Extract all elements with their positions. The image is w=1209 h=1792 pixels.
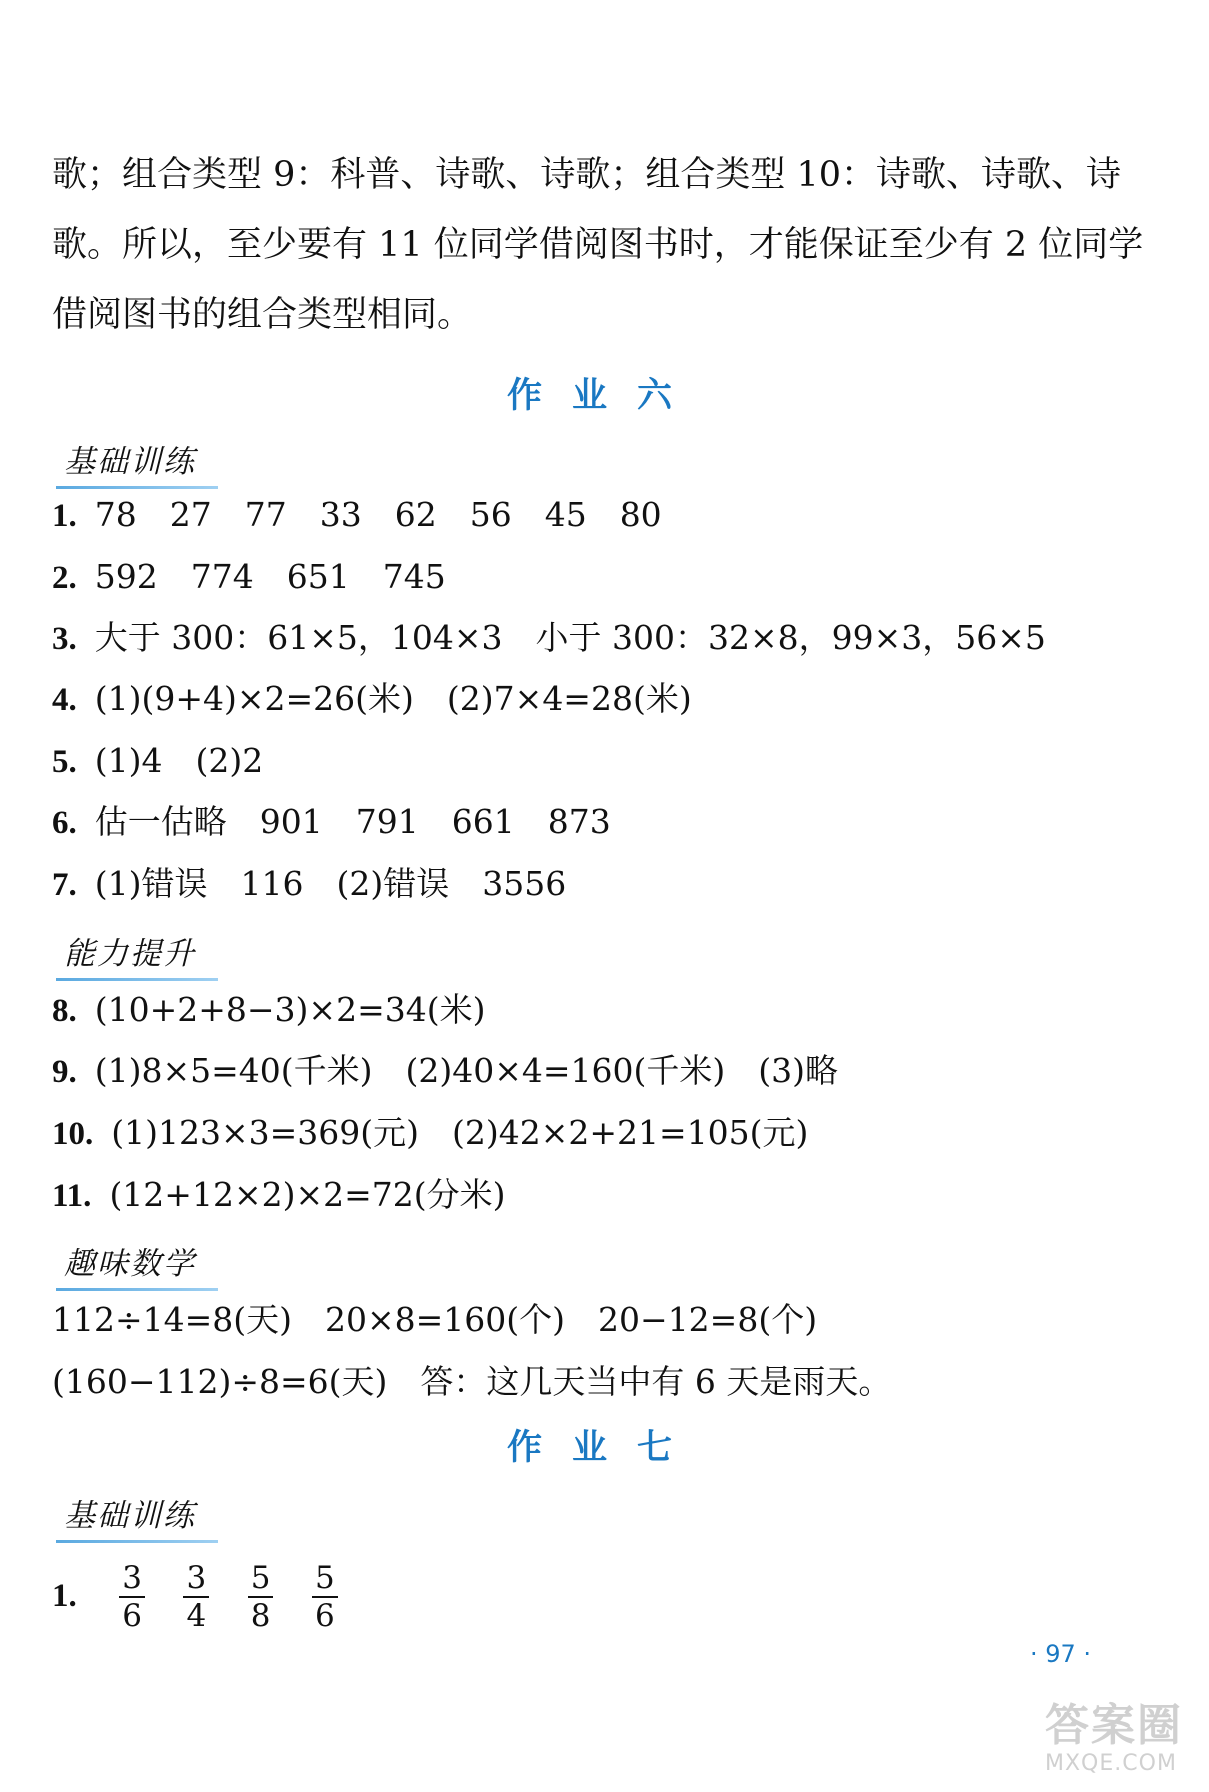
q-number: 2. bbox=[52, 560, 77, 596]
hw6-section-ability: 能力提升 bbox=[56, 928, 208, 977]
fraction bbox=[312, 1560, 338, 1634]
hw6-q2 bbox=[52, 557, 446, 598]
intro-line-2: 歌。所以，至少要有 11 位同学借阅图书时，才能保证至少有 2 位同学 bbox=[52, 225, 1144, 265]
numerator: 3 bbox=[183, 1560, 209, 1598]
q-number: 4. bbox=[52, 682, 77, 718]
answer-text: (1)8×5=40(千米) (2)40×4=160(千米) (3)略 bbox=[94, 1051, 839, 1090]
hw7-section-basic: 基础训练 bbox=[56, 1490, 208, 1539]
q-number: 3. bbox=[52, 621, 77, 657]
denominator: 6 bbox=[314, 1598, 335, 1634]
hw6-q5 bbox=[52, 741, 263, 782]
answer-text: 估一估略 901 791 661 873 bbox=[94, 802, 611, 841]
denominator: 6 bbox=[122, 1598, 142, 1634]
denominator: 4 bbox=[186, 1598, 207, 1634]
hw6-section-basic: 基础训练 bbox=[56, 436, 208, 485]
answer-text: (1)(9+4)×2=26(米) (2)7×4=28(米) bbox=[94, 679, 692, 718]
answer-text: 78 27 77 33 62 56 45 80 bbox=[94, 495, 662, 534]
hw6-q8 bbox=[52, 990, 485, 1031]
answer-text: (1)4 (2)2 bbox=[94, 741, 264, 780]
answer-text: (12+12×2)×2=72(分米) bbox=[109, 1175, 506, 1214]
q-number: 1. bbox=[52, 1578, 77, 1614]
answer-text: (10+2+8−3)×2=34(米) bbox=[94, 990, 486, 1029]
intro-line-3: 借阅图书的组合类型相同。 bbox=[52, 295, 473, 335]
hw7-q1 bbox=[52, 1555, 352, 1636]
hw6-q7 bbox=[52, 864, 566, 905]
q-number: 9. bbox=[52, 1054, 77, 1090]
q-number: 7. bbox=[52, 867, 77, 903]
intro-line-1: 歌；组合类型 9：科普、诗歌、诗歌；组合类型 10：诗歌、诗歌、诗 bbox=[52, 155, 1122, 195]
q-number: 6. bbox=[52, 805, 77, 841]
hw6-fun-line-1: 112÷14=8(天) 20×8=160(个) 20−12=8(个) bbox=[52, 1300, 818, 1339]
hw6-q3 bbox=[52, 618, 1046, 659]
answer-text: 592 774 651 745 bbox=[94, 557, 446, 596]
hw7-title: 作业七 bbox=[506, 1428, 702, 1468]
q-number: 1. bbox=[52, 498, 77, 534]
answer-text: 大于 300：61×5，104×3 小于 300：32×8，99×3，56×5 bbox=[94, 618, 1046, 657]
numerator: 5 bbox=[248, 1560, 274, 1598]
hw6-q9 bbox=[52, 1051, 838, 1092]
answer-text: (1)123×3=369(元) (2)42×2+21=105(元) bbox=[111, 1113, 809, 1152]
q-number: 8. bbox=[52, 993, 77, 1029]
hw6-q1 bbox=[52, 495, 662, 536]
numerator: 5 bbox=[312, 1560, 338, 1598]
fraction bbox=[183, 1560, 209, 1634]
hw6-q10 bbox=[52, 1113, 808, 1154]
denominator: 8 bbox=[250, 1598, 271, 1634]
q-number: 11. bbox=[52, 1178, 92, 1214]
numerator: 3 bbox=[119, 1560, 145, 1598]
q-number: 5. bbox=[52, 744, 77, 780]
hw6-q11 bbox=[52, 1175, 506, 1216]
q-number: 10. bbox=[52, 1116, 94, 1152]
answer-text: (1)错误 116 (2)错误 3556 bbox=[94, 864, 567, 903]
fraction bbox=[248, 1560, 274, 1634]
fraction bbox=[119, 1560, 145, 1634]
hw6-title: 作业六 bbox=[506, 376, 702, 416]
watermark-url: MXQE.COM bbox=[1045, 1751, 1177, 1776]
watermark-text: 答案圈 bbox=[1045, 1700, 1183, 1751]
hw6-q6 bbox=[52, 802, 611, 843]
hw6-fun-line-2: (160−112)÷8=6(天) 答：这几天当中有 6 天是雨天。 bbox=[52, 1362, 892, 1401]
watermark-logo bbox=[1045, 1700, 1195, 1780]
page-number: · 97 · bbox=[1030, 1640, 1092, 1668]
intro-paragraph bbox=[52, 140, 1144, 350]
hw6-q4 bbox=[52, 679, 692, 720]
hw6-section-fun: 趣味数学 bbox=[56, 1238, 208, 1287]
